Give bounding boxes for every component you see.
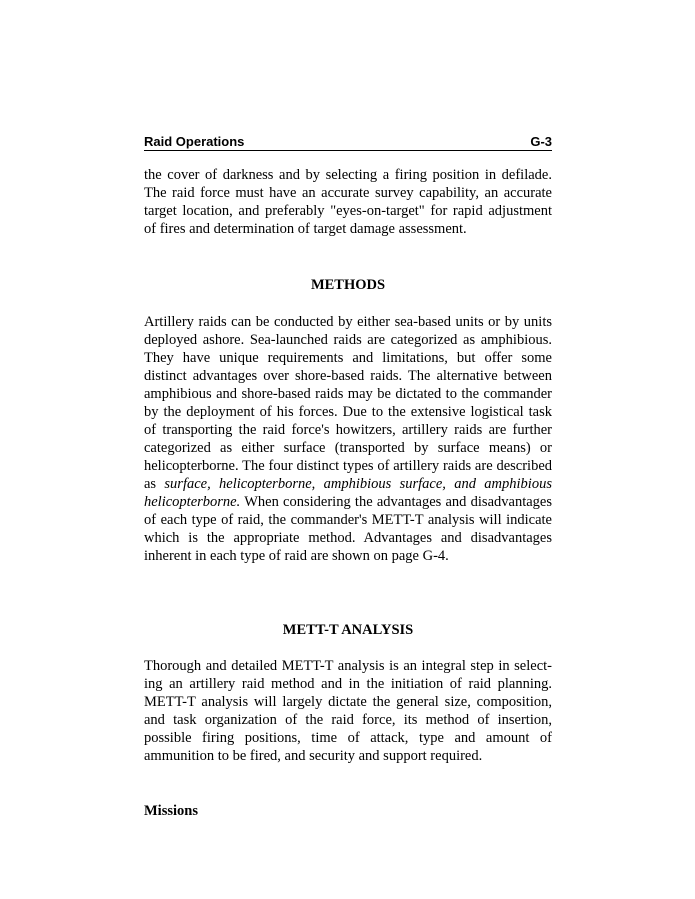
paragraph-intro: the cover of darkness and by selecting a firing position in defilade. The raid force must have an accurate survey capability, an accurate target location, and preferably "eyes-on-target" for rapid adjustment of fires and determination of target damage assessment. <box>144 167 552 237</box>
methods-text-a: Artillery raids can be conducted by either sea-based units or by units deployed ashore. Sea-launched raids are categorized as amphibious. They have unique requirements and limitations, but offer some distinct advantages over shore-based raids. The alternative between amphibious and shore-based raids may be dictated to the commander by the deployment of his forces. Due to the extensive logistical task of transporting the raid force's howitzers, artillery raids are further categorized as either surface (transported by surface means) or helicopterborne. The four distinct types of artillery raids are described as <box>144 314 552 492</box>
heading-missions: Missions <box>144 803 198 819</box>
heading-methods: METHODS <box>310 277 386 293</box>
header-title: Raid Operations <box>144 134 245 149</box>
heading-mett-t: METT-T ANALYSIS <box>282 622 414 638</box>
running-header <box>144 134 552 151</box>
paragraph-methods <box>144 313 552 565</box>
methods-raid-types: surface, helicopterborne, amphibious surface, and amphibious helicopterborne. <box>144 476 552 510</box>
paragraph-mett-t: Thorough and detailed METT-T analysis is an integral step in select-ing an artillery raid method and in the initiation of raid planning. METT-T analysis will largely dictate the general size, composition, and task organization of the raid force, its method of insertion, possible firing positions, time of attack, type and amount of ammunition to be fired, and security and support required. <box>144 658 552 764</box>
page-number: G-3 <box>530 134 552 149</box>
methods-text-b: When considering the advantages and disadvantages of each type of raid, the commander's METT-T analysis will indicate which is the appropriate method. Advantages and disadvantages inherent in each type of raid are shown on page G-4. <box>144 494 552 564</box>
